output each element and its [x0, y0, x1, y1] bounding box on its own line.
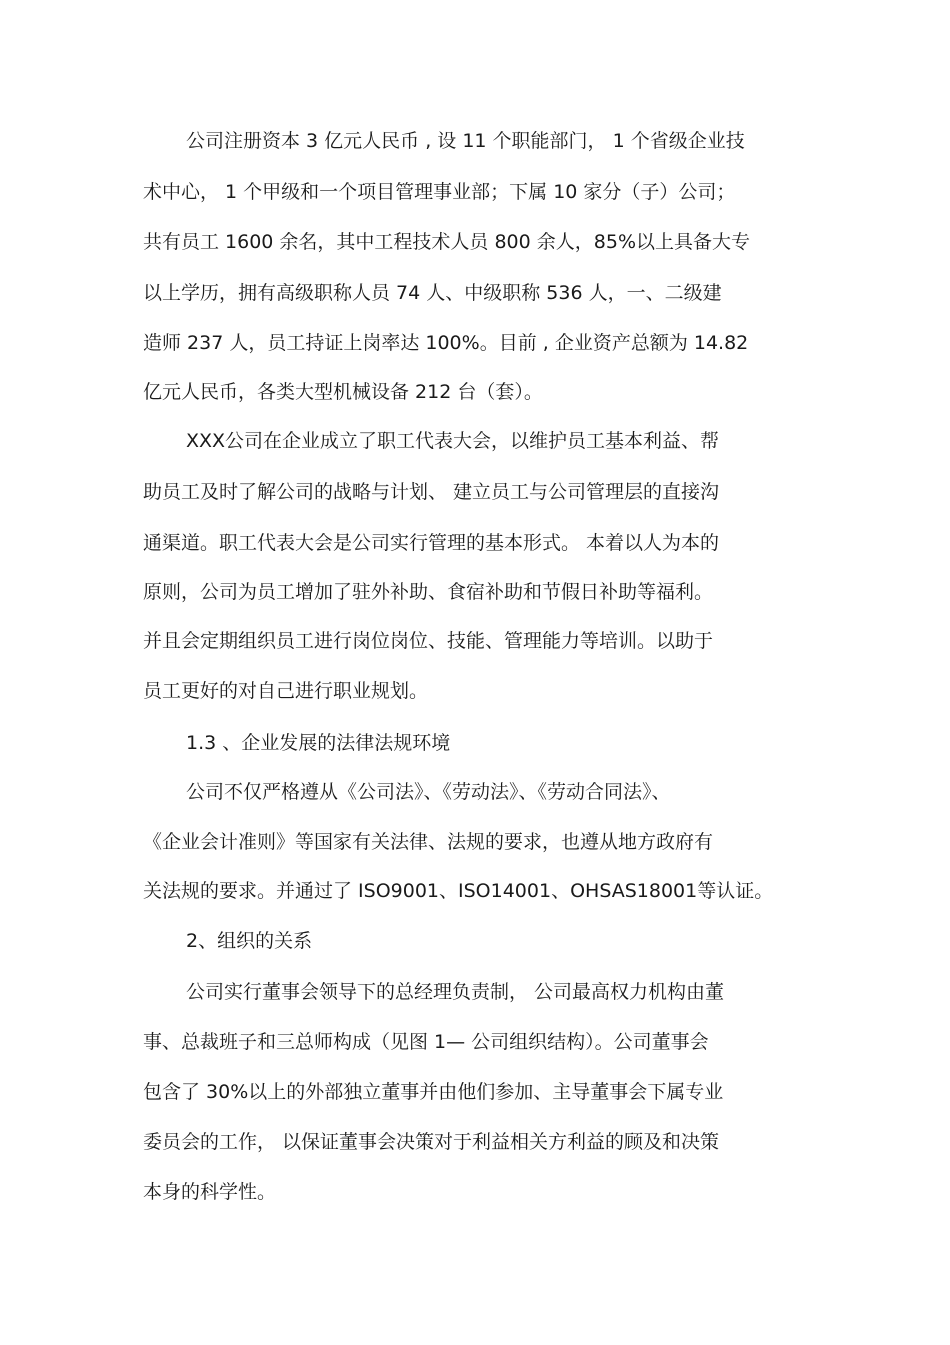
text-line: 以上学历，拥有高级职称人员 74 人、中级职称 536 人，一、二级建: [143, 282, 722, 304]
text-line: 包含了 30%以上的外部独立董事并由他们参加、主导董事会下属专业: [143, 1081, 724, 1103]
text-line: 委员会的工作， 以保证董事会决策对于利益相关方利益的顾及和决策: [143, 1131, 720, 1153]
text-line: XXX公司在企业成立了职工代表大会，以维护员工基本利益、帮: [186, 430, 720, 452]
text-line: 《企业会计准则》等国家有关法律、法规的要求，也遵从地方政府有: [143, 831, 714, 853]
text-line: 通渠道。职工代表大会是公司实行管理的基本形式。 本着以人为本的: [143, 532, 720, 554]
text-line: 亿元人民币，各类大型机械设备 212 台（套）。: [143, 381, 543, 403]
text-line: 公司实行董事会领导下的总经理负责制， 公司最高权力机构由董: [186, 981, 725, 1003]
section-heading-1-3: 1.3 、企业发展的法律法规环境: [186, 732, 451, 754]
text-line: 助员工及时了解公司的战略与计划、 建立员工与公司管理层的直接沟: [143, 481, 720, 503]
section-heading-2: 2、组织的关系: [186, 930, 313, 952]
text-line: 关法规的要求。并通过了 ISO9001、ISO14001、OHSAS18001等认证。: [143, 880, 774, 902]
text-line: 员工更好的对自己进行职业规划。: [143, 680, 429, 702]
text-line: 公司注册资本 3 亿元人民币 , 设 11 个职能部门， 1 个省级企业技: [186, 130, 745, 152]
text-line: 原则，公司为员工增加了驻外补助、食宿补助和节假日补助等福利。: [143, 581, 714, 603]
text-line: 共有员工 1600 余名，其中工程技术人员 800 余人，85%以上具备大专: [143, 231, 751, 253]
text-line: 术中心， 1 个甲级和一个项目管理事业部；下属 10 家分（子）公司；: [143, 181, 736, 203]
text-line: 事、总裁班子和三总师构成（见图 1— 公司组织结构）。公司董事会: [143, 1031, 709, 1053]
text-line: 本身的科学性。: [143, 1181, 277, 1203]
text-line: 公司不仅严格遵从《公司法》、《劳动法》、《劳动合同法》、: [186, 781, 671, 803]
text-line: 并且会定期组织员工进行岗位岗位、技能、管理能力等培训。以助于: [143, 630, 714, 652]
text-line: 造师 237 人，员工持证上岗率达 100%。目前 , 企业资产总额为 14.82: [143, 332, 749, 354]
